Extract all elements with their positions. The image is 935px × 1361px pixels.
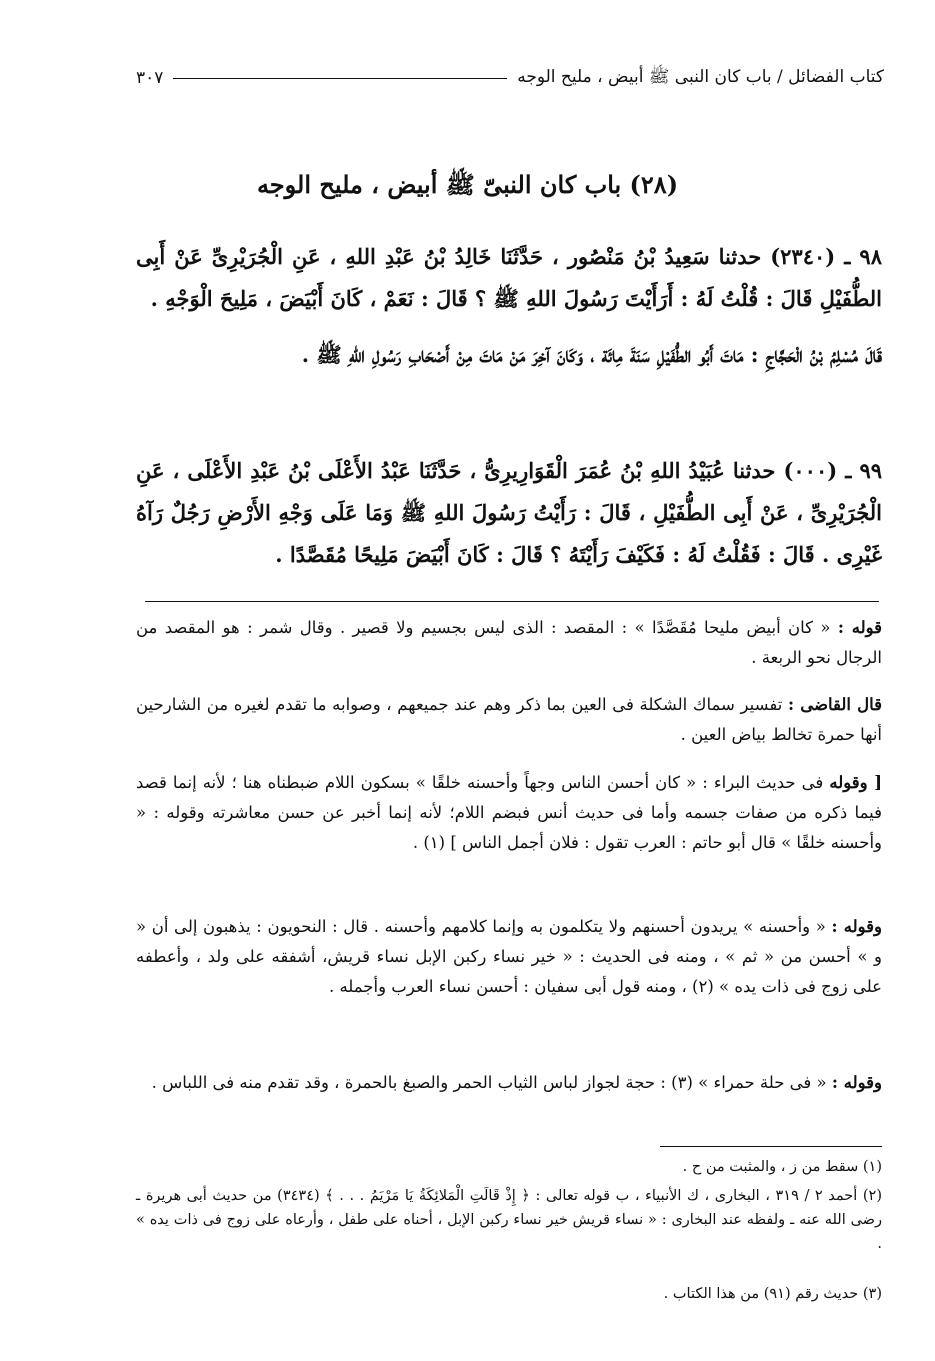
commentary-paragraph [136, 690, 882, 750]
commentary-paragraph [136, 768, 882, 858]
commentary-text: « وأحسنه » يريدون أحسنهم ولا يتكلمون به وإنما كلامهم وأحسنه . قال : النحويون : يذهبون إلى أن « و » أحسن من « ثم » ، ومنه فى الحديث : « خير نساء ركبن الإبل نساء قريش، أشفقه على ولد ، وأعطفه على زوج فى ذات يده » (٢) ، ومنه قول أبى سفيان : أحسن نساء العرب وأجمله . [136, 917, 882, 996]
commentary-paragraph [136, 613, 882, 673]
footnote-divider [660, 1146, 882, 1147]
commentary-lead: قال القاضى : [787, 695, 883, 714]
commentary-text: فى حديث البراء : « كان أحسن الناس وجهاً وأحسنه خلقًا » بسكون اللام ضبطناه هنا ؛ لأنه إنما قصد فيما ذكره من صفات جسمه وأما فى حديث أنس فبضم اللام؛ لأنه إنما أخبر عن حسن معاشرته وقوله : « وأحسنه خلقًا » قال أبو حاتم : العرب تقول : فلان أجمل الناس ] (١) . [136, 773, 882, 852]
commentary-paragraph [136, 912, 882, 1002]
muslim-note: قَالَ مُسْلِمُ بْنُ الْحَجَّاجِ : مَاتَ أَبُو الطُّفَيْلِ سَنَةَ مِائَة ، وَكَانَ آخِرَ مَنْ مَاتَ مِنْ أَصْحَابِ رَسُولِ اللهِ ﷺ . [301, 342, 882, 367]
text-commentary-divider [145, 601, 879, 602]
footnote-2: (٢) أحمد ٢ / ٣١٩ ، البخارى ، ك الأنبياء ، ب قوله تعالى : ﴿ إِذْ قَالَتِ الْمَلائِكَةُ يَا مَرْيَمُ . . . ﴾ (٣٤٣٤) من حديث أبى هريرة ـ رضى الله عنه ـ ولفظه عند البخارى : « نساء قريش خير نساء ركبن الإبل ، أحناه على طفل ، وأرعاه على زوج فى ذات يده » . [136, 1188, 882, 1252]
header-rule [173, 78, 507, 79]
hadith-98: ٩٨ ـ (٢٣٤٠) حدثنا سَعِيدُ بْنُ مَنْصُور ، حَدَّثَنَا خَالِدُ بْنُ عَبْدِ اللهِ ، عَنِ الْجُرَيْرِىِّ عَنْ أَبِى الطُّفَيْلِ قَالَ : قُلْتُ لَهُ : أَرَأَيْتَ رَسُولَ اللهِ ﷺ ؟ قَالَ : نَعَمْ ، كَانَ أَبْيَضَ ، مَلِيحَ الْوَجْهِ . [136, 244, 882, 311]
running-title: كتاب الفضائل / باب كان النبى ﷺ أبيض ، مليح الوجه [517, 66, 884, 87]
commentary-text: « فى حلة حمراء » (٣) : حجة لجواز لباس الثياب الحمر والصبغ بالحمرة ، وقد تقدم منه فى اللباس . [151, 1073, 827, 1092]
commentary-lead: قوله : [837, 618, 883, 637]
commentary-lead: [ وقوله [829, 773, 883, 792]
page-number: ٣٠٧ [136, 68, 164, 88]
footnote-1: (١) سقط من ز ، والمثبت من ح . [682, 1159, 882, 1175]
hadith-99: ٩٩ ـ (٠٠٠) حدثنا عُبَيْدُ اللهِ بْنُ عُمَرَ الْقَوَارِيرِىُّ ، حَدَّثَنَا عَبْدُ الأَعْلَى بْنُ عَبْدِ الأَعْلَى ، عَنِ الْجُرَيْرِىِّ ، عَنْ أَبِى الطُّفَيْلِ ، قَالَ : رَأَيْتُ رَسُولَ اللهِ ﷺ وَمَا عَلَى وَجْهِ الأَرْضِ رَجُلٌ رَآهُ غَيْرِى . قَالَ : فَقُلْتُ لَهُ : فَكَيْفَ رَأَيْتَهُ ؟ قَالَ : كَانَ أَبْيَضَ مَلِيحًا مُقَصَّدًا . [136, 458, 882, 567]
commentary-paragraph [136, 1068, 882, 1098]
commentary-text: « كان أبيض مليحا مُقَصَّدًا » : المقصد : الذى ليس بجسيم ولا قصير . وقال شمر : هو المقصد من الرجال نحو الربعة . [136, 618, 882, 667]
commentary-text: تفسير سماك الشكلة فى العين بما ذكر وهم عند جميعهم ، وصوابه ما تقدم لغيره من الشارحين أنها حمرة تخالط بياض العين . [136, 695, 882, 744]
running-header [136, 66, 884, 90]
commentary-lead: وقوله : [831, 917, 882, 936]
chapter-title: (٢٨) باب كان النبىّ ﷺ أبيض ، مليح الوجه [256, 170, 679, 199]
commentary-lead: وقوله : [831, 1073, 882, 1092]
footnote-3: (٣) حديث رقم (٩١) من هذا الكتاب . [663, 1286, 882, 1302]
